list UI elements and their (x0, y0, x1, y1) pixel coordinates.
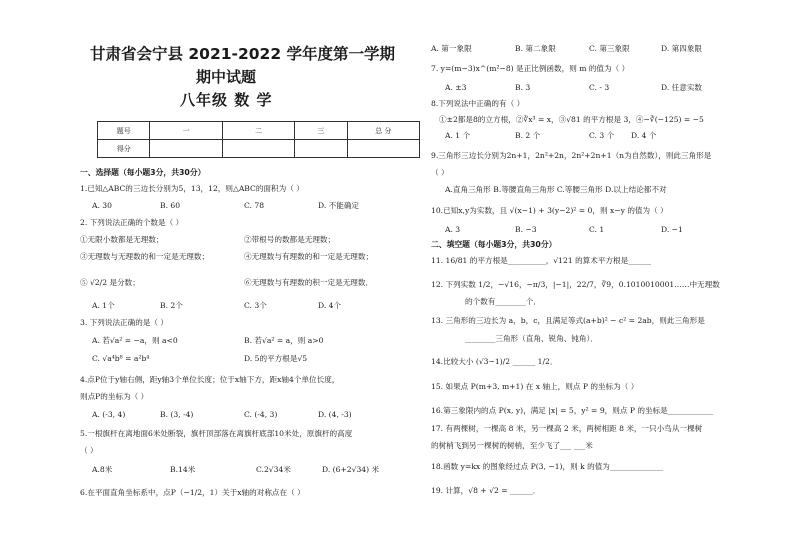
score-cell: 题号 (98, 122, 150, 140)
question-19: 19. 计算，√8 + √2 = ______． (431, 486, 541, 495)
question-17: 17. 有两棵树，一棵高 8 米，另一棵高 2 米，两树相距 8 米，一只小鸟从一棵树 (431, 424, 703, 433)
option-d: D. 5的平方根是√5 (244, 354, 308, 363)
question-12: 12. 下列实数 1/2，−√16，−π/3，|−1|，22/7，∛9，0.1010010001……中无理数 (431, 280, 720, 289)
option-b: B. 若√a² = a，则 a>0 (244, 336, 324, 345)
option-a: A. 1个 (92, 301, 115, 310)
option-d: D. 任意实数 (661, 83, 703, 92)
exam-title: 甘肃省会宁县 2021-2022 学年度第一学期 (90, 45, 396, 63)
question-1: 1.已知△ABC的三边长分别为5，13，12，则△ABC的面积为（ ） (80, 184, 304, 193)
question-11: 11. 16/81 的平方根是__________，√121 的算术平方根是______ (431, 256, 652, 265)
option-c: C. - 3 (589, 83, 610, 92)
option-b: B.14米 (170, 465, 196, 474)
score-cell[interactable] (150, 140, 222, 158)
question-15: 15. 如果点 P(m+3, m+1) 在 x 轴上，则点 P 的坐标为（ ） (431, 382, 639, 391)
question-3: 3. 下列说法正确的是（ ） (80, 318, 169, 327)
option-c: C. √a⁴b⁸ = a²b⁴ (92, 354, 150, 363)
question-9-cont: （ ） (431, 168, 449, 177)
question-8-statements: ①±2都是8的立方根，②∛x³ = x，③√81 的平方根是 3，④−∛(−125) = −5 (439, 115, 704, 124)
option-b: B. (3, -4) (160, 410, 194, 419)
score-cell[interactable] (222, 140, 294, 158)
question-12-cont: 的个数有________个． (465, 297, 541, 306)
statement-6: ⑥无理数与有理数的积一定是无理数． (244, 278, 374, 287)
question-9: 9.三角形三边长分别为2n+1，2n²+2n，2n²+2n+1（n为自然数），则此三角形是 (431, 151, 712, 160)
question-9-options: A.直角三角形 B.等腰直角三角形 C.等腰三角形 D.以上结论都不对 (445, 185, 667, 194)
option-b: B. −3 (515, 225, 537, 234)
question-10: 10.已知x,y为实数，且 √(x−1) + 3(y−2)² = 0，则 x−y 的值为（ ） (431, 206, 668, 215)
score-cell: 三 (295, 122, 347, 140)
option-b: B. 3 (515, 83, 531, 92)
score-table (97, 121, 420, 158)
score-cell: 二 (222, 122, 294, 140)
option-d: D. (4, -3) (318, 410, 352, 419)
option-a: A.8米 (92, 465, 113, 474)
option-a: A. (-3, 4) (92, 410, 126, 419)
question-5: 5.一根旗杆在离地面6米处断裂，旗杆顶部落在离旗杆底部10米处，原旗杆的高度 (80, 429, 353, 438)
option-a: A. 第一象限 (431, 44, 472, 53)
option-c: C. 3个 (244, 301, 267, 310)
question-7: 7. y=(m−3)x^(m²−8) 是正比例函数，则 m 的值为（ ） (431, 64, 630, 73)
score-cell: 得分 (98, 140, 150, 158)
section2-heading: 二、填空题（每小题3分，共30分） (431, 240, 557, 249)
option-d: D. 4 个 (631, 131, 657, 140)
question-18: 18.函数 y=kx 的图象经过点 P(3, −1)，则 k 的值为______________ (431, 462, 664, 471)
section1-heading: 一、选择题（每小题3分，共30分） (80, 168, 206, 177)
option-c: C. 78 (244, 201, 265, 210)
question-16: 16.第三象限内的点 P(x, y)，满足 |x| = 5，y² = 9，则点 P 的坐标是____________ (431, 406, 714, 415)
statement-3: ③无理数与无理数的和一定是无理数； (80, 252, 210, 261)
option-d: D. 不能确定 (318, 201, 360, 210)
question-8: 8.下列说法中正确的有（ ） (431, 99, 525, 108)
question-4: 4.点P位于y轴右侧，距y轴3个单位长度；位于x轴下方，距x轴4个单位长度， (80, 375, 340, 384)
option-a: A. 1 个 (445, 131, 471, 140)
option-d: D. −1 (661, 225, 683, 234)
question-2: 2. 下列说法正确的个数是（ ） (80, 218, 184, 227)
option-c: C. 第三象限 (589, 44, 630, 53)
option-b: B. 60 (160, 201, 181, 210)
option-c: C.2√34米 (256, 465, 291, 474)
score-cell[interactable] (347, 140, 419, 158)
option-d: D. 4个 (318, 301, 342, 310)
exam-subtitle: 期中试题 (196, 68, 257, 86)
option-b: B. 第二象限 (515, 44, 556, 53)
option-c: C. 1 (589, 225, 605, 234)
statement-2: ②带根号的数都是无理数； (244, 235, 336, 244)
option-a: A. 若√a² = −a，则 a<0 (92, 336, 178, 345)
option-d: D. (6+2√34) 米 (322, 465, 380, 474)
statement-1: ①无限小数都是无理数； (80, 235, 164, 244)
question-13-cont: ________三角形（直角、锐角、钝角）． (465, 334, 598, 343)
score-cell: 总 分 (347, 122, 419, 140)
score-cell[interactable] (295, 140, 347, 158)
score-cell: 一 (150, 122, 222, 140)
option-a: A. 30 (92, 201, 112, 210)
score-table-row (98, 140, 420, 158)
option-b: B. 2 个 (515, 131, 541, 140)
question-17-cont: 的树梢飞到另一棵树的树梢，至少飞了___ ___米 (431, 441, 593, 450)
option-d: D. 第四象限 (661, 44, 703, 53)
option-c: C. (-4, 3) (244, 410, 278, 419)
question-4-cont: 则点P的坐标为（ ） (80, 392, 149, 401)
statement-5: ⑤ √2/2 是分数； (80, 278, 140, 287)
option-a: A. ±3 (445, 83, 467, 92)
option-c: C. 3 个 (589, 131, 615, 140)
question-13: 13. 三角形的三边长为 a，b，c，且满足等式(a+b)² − c² = 2ab，则此三角形是 (431, 316, 705, 325)
question-5-cont: （ ） (80, 446, 98, 455)
question-14: 14.比较大小 (√3−1)/2 ______ 1/2． (431, 357, 558, 366)
exam-grade-subject: 八年级 数 学 (180, 91, 273, 109)
option-b: B. 2个 (160, 301, 183, 310)
question-6: 6.在平面直角坐标系中，点P（−1/2，1）关于x轴的对称点在（ ） (80, 488, 305, 497)
statement-4: ④无理数与有理数的和一定是无理数； (244, 252, 374, 261)
option-a: A. 3 (445, 225, 461, 234)
score-table-row (98, 122, 420, 140)
